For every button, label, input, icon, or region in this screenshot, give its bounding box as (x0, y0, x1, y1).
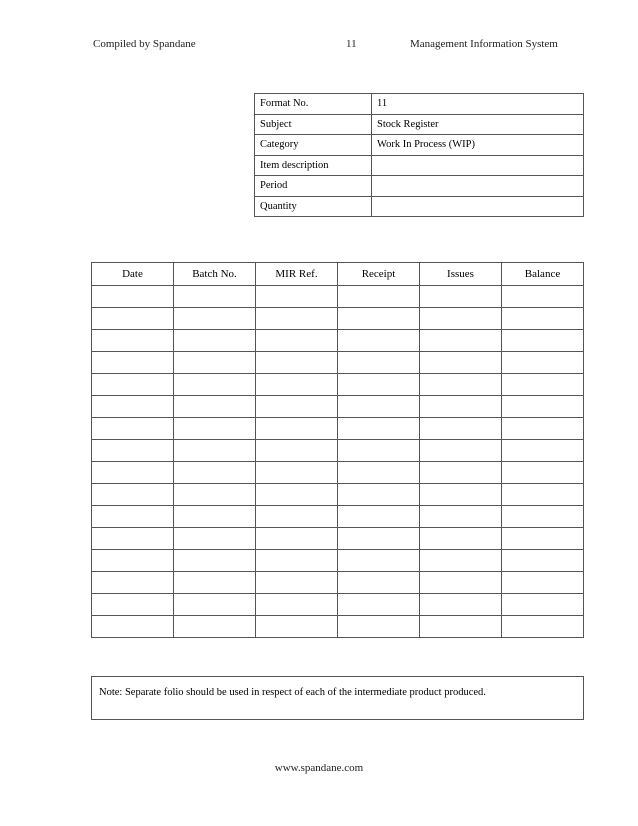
table-cell (420, 308, 502, 330)
table-cell (502, 286, 584, 308)
table-row (92, 352, 584, 374)
table-cell (338, 550, 420, 572)
table-cell (92, 374, 174, 396)
format-label: Subject (255, 114, 372, 135)
table-cell (174, 462, 256, 484)
stock-register-table (91, 262, 584, 638)
table-cell (502, 550, 584, 572)
table-cell (174, 528, 256, 550)
table-cell (256, 462, 338, 484)
table-cell (92, 396, 174, 418)
table-cell (92, 330, 174, 352)
table-cell (174, 308, 256, 330)
table-cell (420, 396, 502, 418)
table-cell (338, 352, 420, 374)
table-cell (174, 616, 256, 638)
table-cell (502, 440, 584, 462)
format-value: Stock Register (372, 114, 584, 135)
table-row (92, 528, 584, 550)
table-cell (256, 352, 338, 374)
column-header: Issues (420, 263, 502, 286)
column-header: Batch No. (174, 263, 256, 286)
table-cell (92, 484, 174, 506)
table-cell (256, 506, 338, 528)
format-label: Quantity (255, 196, 372, 217)
table-cell (256, 616, 338, 638)
format-table (254, 93, 584, 217)
table-row (92, 396, 584, 418)
table-cell (92, 308, 174, 330)
format-value (372, 196, 584, 217)
table-row (92, 440, 584, 462)
table-cell (92, 286, 174, 308)
column-header: Balance (502, 263, 584, 286)
table-row (92, 594, 584, 616)
table-cell (338, 462, 420, 484)
table-cell (256, 308, 338, 330)
table-cell (92, 418, 174, 440)
table-cell (420, 572, 502, 594)
table-cell (502, 418, 584, 440)
format-row (255, 94, 584, 115)
table-cell (420, 352, 502, 374)
table-cell (92, 506, 174, 528)
table-cell (502, 396, 584, 418)
table-cell (338, 616, 420, 638)
table-row (92, 286, 584, 308)
table-cell (256, 286, 338, 308)
table-cell (338, 506, 420, 528)
table-cell (502, 352, 584, 374)
table-cell (420, 594, 502, 616)
table-cell (174, 396, 256, 418)
table-cell (338, 418, 420, 440)
table-cell (256, 418, 338, 440)
table-row (92, 308, 584, 330)
table-cell (338, 286, 420, 308)
table-cell (502, 572, 584, 594)
table-cell (256, 330, 338, 352)
table-cell (174, 594, 256, 616)
table-cell (92, 550, 174, 572)
table-cell (92, 594, 174, 616)
table-cell (256, 572, 338, 594)
format-row (255, 196, 584, 217)
table-cell (92, 572, 174, 594)
table-cell (174, 572, 256, 594)
table-cell (174, 506, 256, 528)
table-cell (92, 462, 174, 484)
table-cell (420, 484, 502, 506)
table-cell (174, 374, 256, 396)
format-label: Category (255, 135, 372, 156)
format-row (255, 176, 584, 197)
table-cell (174, 484, 256, 506)
table-row (92, 572, 584, 594)
table-cell (174, 440, 256, 462)
table-cell (420, 550, 502, 572)
table-cell (420, 286, 502, 308)
table-cell (502, 374, 584, 396)
table-cell (92, 440, 174, 462)
format-label: Item description (255, 155, 372, 176)
table-cell (502, 616, 584, 638)
table-cell (92, 528, 174, 550)
table-cell (502, 528, 584, 550)
header-right: Management Information System (410, 38, 558, 50)
table-cell (338, 594, 420, 616)
table-cell (338, 528, 420, 550)
format-value (372, 155, 584, 176)
column-header: Receipt (338, 263, 420, 286)
format-row (255, 155, 584, 176)
table-cell (174, 286, 256, 308)
format-row (255, 135, 584, 156)
table-cell (420, 528, 502, 550)
table-cell (420, 330, 502, 352)
header-left: Compiled by Spandane (93, 38, 196, 50)
table-row (92, 506, 584, 528)
table-cell (420, 462, 502, 484)
table-row (92, 616, 584, 638)
table-cell (338, 572, 420, 594)
table-cell (338, 484, 420, 506)
column-header: Date (92, 263, 174, 286)
table-cell (502, 330, 584, 352)
table-cell (174, 330, 256, 352)
format-label: Period (255, 176, 372, 197)
table-cell (502, 594, 584, 616)
footer-website: www.spandane.com (274, 762, 364, 774)
table-cell (174, 418, 256, 440)
table-cell (338, 374, 420, 396)
table-cell (256, 528, 338, 550)
table-row (92, 484, 584, 506)
table-row (92, 550, 584, 572)
table-cell (256, 594, 338, 616)
table-cell (256, 440, 338, 462)
format-row (255, 114, 584, 135)
format-value: 11 (372, 94, 584, 115)
table-cell (338, 308, 420, 330)
table-cell (174, 352, 256, 374)
table-row (92, 330, 584, 352)
table-cell (256, 396, 338, 418)
table-cell (338, 396, 420, 418)
table-cell (502, 484, 584, 506)
column-header: MIR Ref. (256, 263, 338, 286)
table-cell (256, 374, 338, 396)
table-row (92, 418, 584, 440)
table-cell (420, 440, 502, 462)
table-cell (502, 462, 584, 484)
table-cell (502, 506, 584, 528)
table-cell (420, 374, 502, 396)
table-cell (338, 440, 420, 462)
table-cell (502, 308, 584, 330)
page-number: 11 (346, 38, 357, 50)
table-cell (420, 616, 502, 638)
table-cell (420, 506, 502, 528)
table-row (92, 374, 584, 396)
table-cell (338, 330, 420, 352)
format-value: Work In Process (WIP) (372, 135, 584, 156)
format-label: Format No. (255, 94, 372, 115)
table-row (92, 462, 584, 484)
table-cell (420, 418, 502, 440)
table-cell (256, 550, 338, 572)
table-cell (256, 484, 338, 506)
note-box: Note: Separate folio should be used in respect of each of the intermediate product produced. (91, 676, 584, 720)
table-cell (92, 616, 174, 638)
table-cell (174, 550, 256, 572)
format-value (372, 176, 584, 197)
table-cell (92, 352, 174, 374)
